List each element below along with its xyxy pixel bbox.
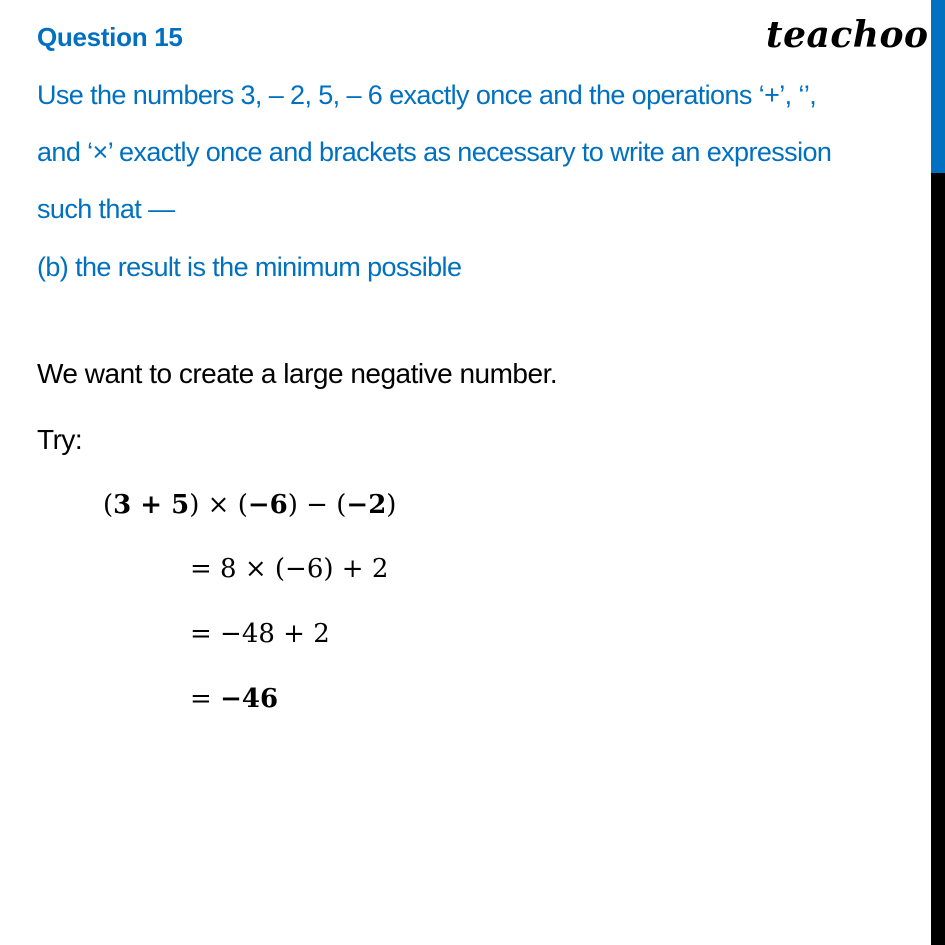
neg-six: −6 bbox=[247, 490, 288, 520]
try-label: Try: bbox=[37, 424, 83, 455]
paren: ( bbox=[237, 490, 248, 520]
paren: ( bbox=[336, 490, 347, 520]
paren: ) bbox=[189, 490, 200, 520]
paren: ( bbox=[103, 490, 114, 520]
paren: ) bbox=[287, 490, 298, 520]
neg-two: −2 bbox=[346, 490, 387, 520]
minus-operator: − bbox=[297, 490, 337, 520]
teachoo-logo: teachoo bbox=[766, 14, 929, 56]
solution-intro: We want to create a large negative number. bbox=[37, 358, 558, 389]
question-line-2: and ‘×’ exactly once and brackets as necessary to write an expression bbox=[37, 137, 832, 167]
sum-term: 3 + 5 bbox=[113, 490, 190, 520]
times-operator: × bbox=[199, 490, 238, 520]
math-step-1: = 8 × (−6) + 2 bbox=[190, 554, 389, 584]
question-line-1: Use the numbers 3, – 2, 5, – 6 exactly once and the operations ‘+’, ‘’, bbox=[37, 80, 817, 110]
equals-sign: = bbox=[190, 684, 221, 714]
result-value: −46 bbox=[220, 684, 279, 714]
question-title: Question 15 bbox=[37, 22, 183, 52]
paren: ) bbox=[386, 490, 397, 520]
question-line-4: (b) the result is the minimum possible bbox=[37, 252, 462, 282]
side-accent-bar-black bbox=[931, 173, 945, 945]
math-result bbox=[190, 684, 278, 714]
side-accent-bar-blue bbox=[931, 0, 945, 173]
math-expression bbox=[103, 490, 396, 520]
math-step-2: = −48 + 2 bbox=[190, 619, 330, 649]
question-line-3: such that — bbox=[37, 194, 175, 224]
